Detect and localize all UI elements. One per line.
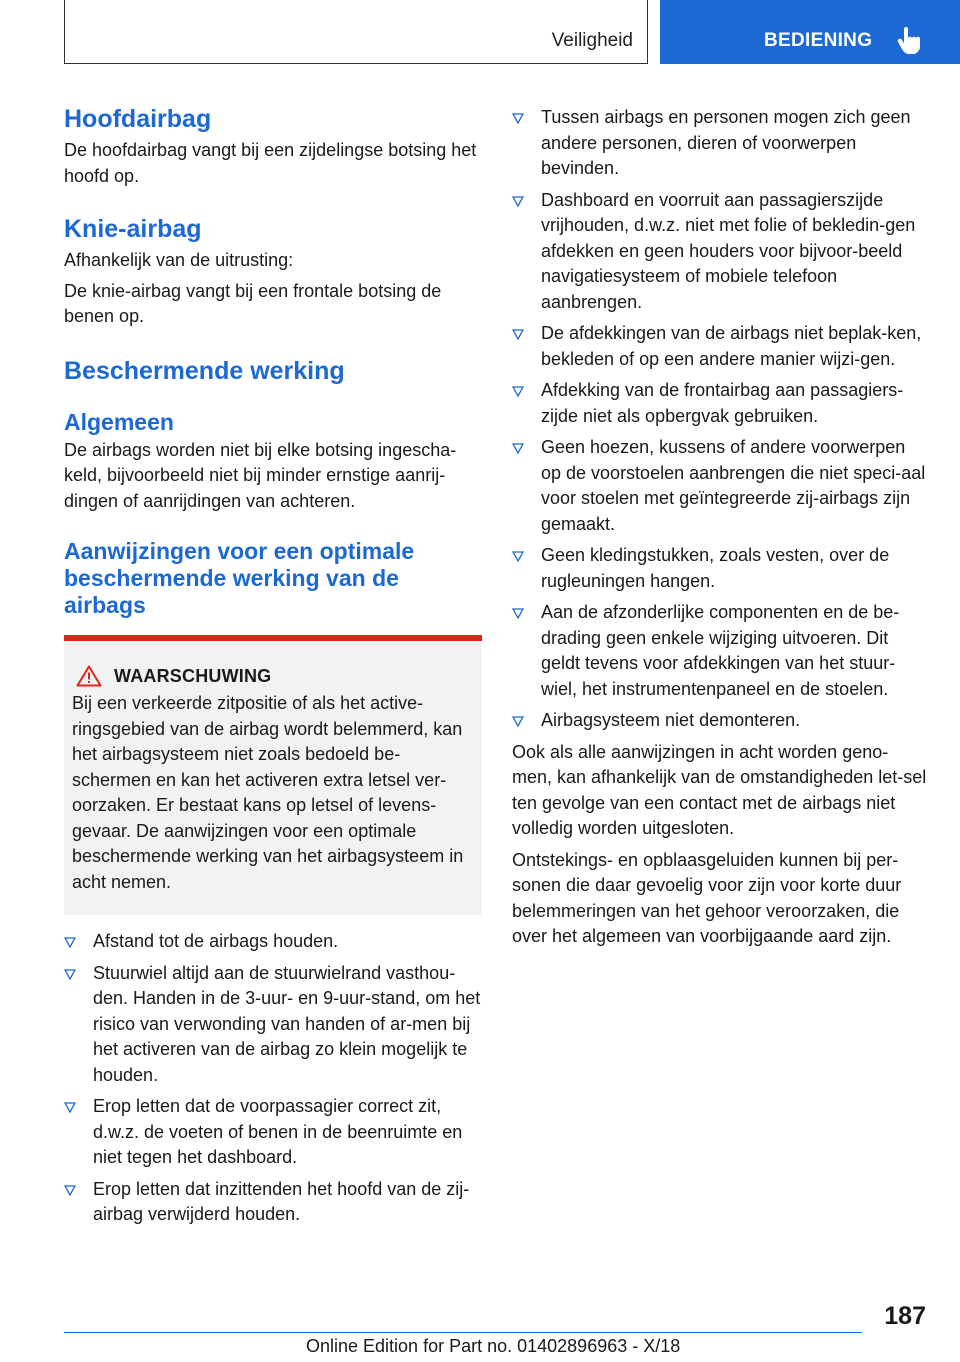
warning-text: Bij een verkeerde zitpositie of als het active-ringsgebied van de airbag wordt belemmerd, kan het airbagsysteem niet zoals bedoeld be-schermen en kan het activeren extra letsel ver-oorzaken. Er bestaat kans op letsel of levens-gevaar. De aanwijzingen voor een optimale beschermende werking van het airbagsysteem in acht nemen. [72,693,464,892]
list-item: Afstand tot de airbags houden. [64,929,482,955]
warning-header [72,665,472,687]
footer-divider [64,1332,862,1333]
paragraph-knie-availability: Afhankelijk van de uitrusting: [64,250,294,270]
paragraph-knie-airbag: De knie-airbag vangt bij een frontale botsing de benen op. [64,280,442,326]
right-bullet-list [512,105,928,734]
left-column [64,100,482,1234]
paragraph-algemeen: De airbags worden niet bij elke botsing ingescha-keld, bijvoorbeeld niet bij minder ernstige aanrij-dingen of aanrijdingen van achteren. [64,439,457,511]
warning-triangle-icon [76,665,102,687]
heading-knie-airbag: Knie-airbag [64,215,202,243]
heading-hoofdairbag: Hoofdairbag [64,105,212,133]
pointing-hand-icon [896,26,922,56]
page-number: 187 [884,1302,926,1330]
list-item: Afdekking van de frontairbag aan passagiers-zijde niet als opbergvak gebruiken. [512,378,928,429]
bullet-triangle-icon [512,329,524,340]
bullet-triangle-icon [512,716,524,727]
bullet-triangle-icon [64,1102,76,1113]
bullet-triangle-icon [512,386,524,397]
heading-aanwijzingen: Aanwijzingen voor een optimale beschermende werking van de airbags [64,538,415,618]
list-item: Stuurwiel altijd aan de stuurwielrand vasthou-den. Handen in de 3-uur- en 9-uur-stand, om het risico van verwonding van handen of ar-men bij het activeren van de airbag zo klein mogelijk te houden. [64,961,482,1089]
warning-title: WAARSCHUWING [114,665,272,686]
warning-box [64,635,482,915]
bullet-triangle-icon [512,443,524,454]
chapter-tab-label: BEDIENING [764,30,873,51]
paragraph-hoofdairbag: De hoofdairbag vangt bij een zijdelingse botsing het hoofd op. [64,140,477,186]
header-section-box [64,0,648,64]
footer-edition: Online Edition for Part no. 01402896963 - X/18 [306,1336,681,1356]
bullet-triangle-icon [512,608,524,619]
bullet-triangle-icon [64,1185,76,1196]
left-bullet-list [64,929,482,1228]
bullet-triangle-icon [512,113,524,124]
list-item: Aan de afzonderlijke componenten en de be-drading geen enkele wijziging uitvoeren. Dit geldt tevens voor afdekkingen van het stuur-wiel, het instrumentenpaneel en de stoelen. [512,600,928,702]
list-item: Erop letten dat inzittenden het hoofd van de zij-airbag verwijderd houden. [64,1177,482,1228]
bullet-triangle-icon [512,196,524,207]
chapter-tab[interactable] [660,0,960,64]
paragraph-residual-risk: Ook als alle aanwijzingen in acht worden geno-men, kan afhankelijk van de omstandigheden let-sel ten gevolge van een contact met de airbags niet volledig worden uitgesloten. [512,741,927,838]
heading-algemeen: Algemeen [64,408,174,435]
list-item: Dashboard en voorruit aan passagierszijde vrijhouden, d.w.z. niet met folie of bekledin-gen afdekken en geen houders voor bijvoor-beeld navigatiesysteem of mobiele telefoon aanbrengen. [512,188,928,316]
list-item: Erop letten dat de voorpassagier correct zit, d.w.z. de voeten of benen in de beenruimte en niet tegen het dashboard. [64,1094,482,1171]
heading-beschermende-werking: Beschermende werking [64,356,345,385]
bullet-triangle-icon [64,937,76,948]
list-item: Geen hoezen, kussens of andere voorwerpen op de voorstoelen aanbrengen die niet speci-aal voor stoelen met geïntegreerde zij-airbags zijn gemaakt. [512,435,928,537]
bullet-triangle-icon [512,551,524,562]
section-title: Veiligheid [551,30,633,51]
list-item: Airbagsysteem niet demonteren. [512,708,928,734]
list-item: Geen kledingstukken, zoals vesten, over de rugleuningen hangen. [512,543,928,594]
right-column [512,100,928,950]
list-item: Tussen airbags en personen mogen zich geen andere personen, dieren of voorwerpen bevinden. [512,105,928,182]
bullet-triangle-icon [64,969,76,980]
paragraph-noise: Ontstekings- en opblaasgeluiden kunnen bij per-sonen die daar gevoelig voor zijn voor korte duur belemmeringen van het gehoor veroorzaken, die over het algemeen van voorbijgaande aard zijn. [512,849,902,946]
list-item: De afdekkingen van de airbags niet beplak-ken, bekleden of op een andere manier wijzi-gen. [512,321,928,372]
